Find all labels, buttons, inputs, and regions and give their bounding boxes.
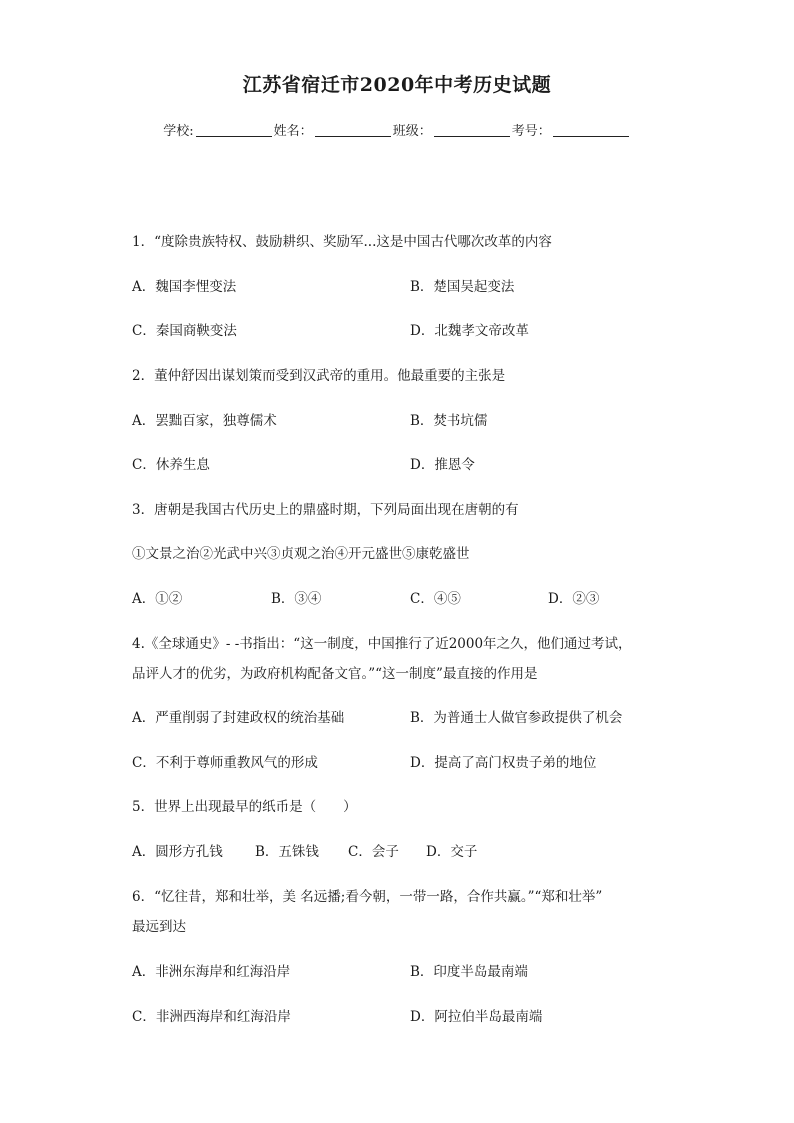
question-4-stem: 4.《全球通史》- -书指出：“这一制度，中国推行了近2000年之久，他们通过考试， <box>132 636 632 652</box>
question-4-option-c[interactable]: C．不利于尊师重教风气的形成 <box>132 755 318 771</box>
question-1-stem: 1．“度除贵族特权、鼓励耕织、奖励军...这是中国古代哪次改革的内容 <box>132 234 552 250</box>
question-2-option-b[interactable]: B．焚书坑儒 <box>410 413 488 429</box>
question-1-option-b[interactable]: B．楚国吴起变法 <box>410 279 515 295</box>
question-4-option-d[interactable]: D．提高了高门权贵子弟的地位 <box>410 755 597 771</box>
number-blank[interactable] <box>553 124 629 137</box>
question-3-option-a[interactable]: A．①② <box>132 591 183 607</box>
question-4-stem-cont: 品评人才的优劣，为政府机构配备文官。”“这一制度”最直接的作用是 <box>132 666 538 682</box>
question-3-option-b[interactable]: B．③④ <box>271 591 322 607</box>
question-6-option-b[interactable]: B．印度半岛最南端 <box>410 964 528 980</box>
page-title: 江苏省宿迁市2020年中考历史试题 <box>242 74 552 96</box>
question-2-stem: 2．董仲舒因出谋划策而受到汉武帝的重用。他最重要的主张是 <box>132 368 506 384</box>
question-3-stem: 3．唐朝是我国古代历史上的鼎盛时期，下列局面出现在唐朝的有 <box>132 502 519 518</box>
question-1-option-a[interactable]: A．魏国李悝变法 <box>132 279 237 295</box>
class-blank[interactable] <box>434 124 510 137</box>
question-2-option-a[interactable]: A．罢黜百家，独尊儒术 <box>132 413 277 429</box>
question-2-option-d[interactable]: D．推恩令 <box>410 457 475 473</box>
question-5-option-d[interactable]: D．交子 <box>426 844 478 860</box>
question-6-stem: 6．“忆往昔，郑和壮举，美 名远播;看今朝，一带一路，合作共赢。”“郑和壮举” <box>132 889 603 905</box>
question-5-option-a[interactable]: A．圆形方孔钱 <box>132 844 223 860</box>
question-6-option-c[interactable]: C．非洲西海岸和红海沿岸 <box>132 1009 291 1025</box>
question-3-items: ①文景之治②光武中兴③贞观之治④开元盛世⑤康乾盛世 <box>132 546 470 562</box>
name-label: 姓名： <box>273 124 313 139</box>
question-5-stem: 5．世界上出现最早的纸币是（ ） <box>132 799 357 815</box>
question-3-option-c[interactable]: C．④⑤ <box>410 591 461 607</box>
question-4-option-a[interactable]: A．严重削弱了封建政权的统治基础 <box>132 710 345 726</box>
class-label: 班级： <box>392 124 432 139</box>
question-6-stem-cont: 最远到达 <box>132 919 186 935</box>
question-6-option-a[interactable]: A．非洲东海岸和红海沿岸 <box>132 964 291 980</box>
question-5-option-b[interactable]: B．五铢钱 <box>255 844 319 860</box>
name-blank[interactable] <box>315 124 391 137</box>
number-label: 考号： <box>511 124 551 139</box>
school-blank[interactable] <box>196 124 272 137</box>
question-1-option-d[interactable]: D．北魏孝文帝改革 <box>410 323 529 339</box>
question-3-option-d[interactable]: D．②③ <box>548 591 600 607</box>
question-1-option-c[interactable]: C．秦国商鞅变法 <box>132 323 237 339</box>
question-5-option-c[interactable]: C．会子 <box>348 844 399 860</box>
question-2-option-c[interactable]: C．休养生息 <box>132 457 210 473</box>
question-4-option-b[interactable]: B．为普通士人做官参政提供了机会 <box>410 710 623 726</box>
question-6-option-d[interactable]: D．阿拉伯半岛最南端 <box>410 1009 543 1025</box>
school-label: 学校: <box>163 124 194 139</box>
student-info-row <box>0 120 794 139</box>
